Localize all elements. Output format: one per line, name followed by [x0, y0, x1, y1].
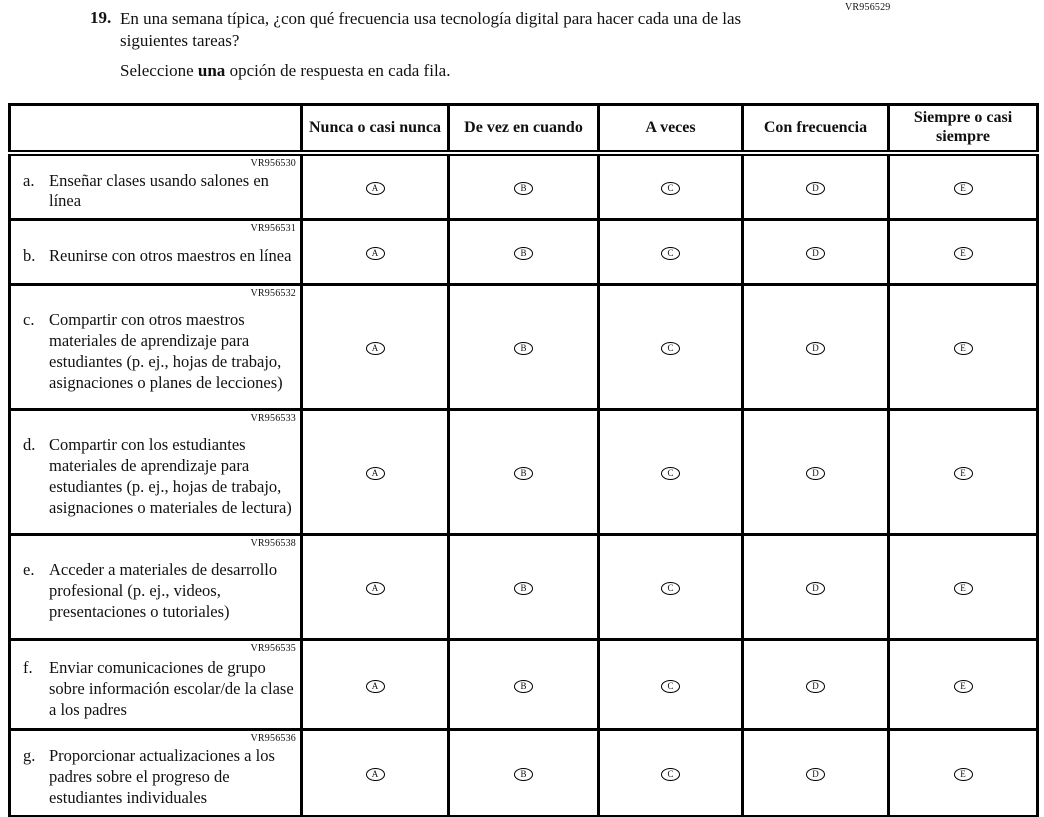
row-letter: b. — [23, 246, 36, 266]
option-bubble-d[interactable]: D — [806, 582, 825, 595]
option-bubble-d[interactable]: D — [806, 342, 825, 355]
task-statement-cell — [10, 285, 302, 410]
option-cell — [302, 640, 449, 730]
option-bubble-b[interactable]: B — [514, 182, 533, 195]
task-statement-cell — [10, 730, 302, 817]
option-bubble-d[interactable]: D — [806, 768, 825, 781]
option-bubble-e[interactable]: E — [954, 467, 973, 480]
option-cell — [449, 730, 599, 817]
task-statement-cell — [10, 410, 302, 535]
question-number: 19. — [90, 8, 112, 27]
table-row — [10, 153, 1038, 220]
column-header-con-frecuencia: Con frecuencia — [743, 105, 889, 153]
row-code: VR956530 — [250, 157, 296, 169]
row-letter: g. — [23, 746, 36, 766]
option-bubble-b[interactable]: B — [514, 768, 533, 781]
option-bubble-e[interactable]: E — [954, 182, 973, 195]
instruction-bold: una — [197, 61, 226, 80]
table-row — [10, 410, 1038, 535]
option-bubble-d[interactable]: D — [806, 182, 825, 195]
option-bubble-a[interactable]: A — [366, 342, 385, 355]
row-letter: a. — [23, 170, 35, 190]
option-bubble-a[interactable]: A — [366, 182, 385, 195]
task-statement-cell — [10, 640, 302, 730]
column-header-de-vez: De vez en cuando — [449, 105, 599, 153]
column-header-a-veces: A veces — [599, 105, 743, 153]
option-cell — [599, 535, 743, 640]
option-bubble-c[interactable]: C — [661, 182, 680, 195]
row-code: VR956533 — [250, 413, 296, 425]
row-letter: c. — [23, 310, 35, 329]
option-bubble-e[interactable]: E — [954, 582, 973, 595]
option-cell — [302, 410, 449, 535]
option-cell — [599, 410, 743, 535]
task-statement-cell — [10, 220, 302, 285]
row-letter: d. — [23, 435, 36, 454]
option-cell — [889, 640, 1038, 730]
option-bubble-e[interactable]: E — [954, 768, 973, 781]
option-bubble-d[interactable]: D — [806, 247, 825, 260]
option-bubble-d[interactable]: D — [806, 467, 825, 480]
frequency-table — [8, 103, 1039, 817]
option-bubble-b[interactable]: B — [514, 467, 533, 480]
column-header-nunca: Nunca o casi nunca — [302, 105, 449, 153]
option-bubble-e[interactable]: E — [954, 680, 973, 693]
option-bubble-a[interactable]: A — [366, 768, 385, 781]
question-instruction — [120, 61, 450, 81]
option-bubble-a[interactable]: A — [366, 247, 385, 260]
instruction-suffix: opción de respuesta en cada fila. — [229, 61, 451, 80]
option-cell — [599, 640, 743, 730]
option-cell — [743, 535, 889, 640]
option-cell — [743, 640, 889, 730]
task-statement: Acceder a materiales de desarrollo profesional (p. ej., videos, presentaciones o tutoriales) — [49, 560, 278, 622]
instruction-prefix: Seleccione — [120, 61, 194, 80]
option-cell — [599, 153, 743, 220]
option-bubble-b[interactable]: B — [514, 680, 533, 693]
option-cell — [889, 535, 1038, 640]
row-code: VR956538 — [250, 538, 296, 550]
option-cell — [449, 410, 599, 535]
option-bubble-a[interactable]: A — [366, 680, 385, 693]
question-block — [90, 8, 790, 53]
option-bubble-e[interactable]: E — [954, 247, 973, 260]
option-cell — [302, 730, 449, 817]
column-header-empty — [10, 105, 302, 153]
option-bubble-c[interactable]: C — [661, 680, 680, 693]
option-cell — [889, 285, 1038, 410]
option-cell — [743, 730, 889, 817]
option-bubble-c[interactable]: C — [661, 467, 680, 480]
option-cell — [743, 410, 889, 535]
option-bubble-c[interactable]: C — [661, 247, 680, 260]
option-bubble-b[interactable]: B — [514, 582, 533, 595]
table-row — [10, 730, 1038, 817]
table-row — [10, 285, 1038, 410]
task-statement: Enviar comunicaciones de grupo sobre información escolar/de la clase a los padres — [49, 657, 294, 719]
task-statement: Compartir con los estudiantes materiales de aprendizaje para estudiantes (p. ej., hojas de trabajo, asignaciones o materiales de lectura) — [49, 435, 292, 517]
option-cell — [449, 535, 599, 640]
option-cell — [599, 730, 743, 817]
option-cell — [449, 153, 599, 220]
option-bubble-c[interactable]: C — [661, 768, 680, 781]
task-statement-cell — [10, 535, 302, 640]
option-bubble-b[interactable]: B — [514, 247, 533, 260]
option-bubble-c[interactable]: C — [661, 342, 680, 355]
option-cell — [302, 285, 449, 410]
option-bubble-d[interactable]: D — [806, 680, 825, 693]
row-code: VR956535 — [250, 643, 296, 655]
option-bubble-e[interactable]: E — [954, 342, 973, 355]
task-statement-cell — [10, 153, 302, 220]
column-header-siempre: Siempre o casi siempre — [889, 105, 1038, 153]
table-row — [10, 535, 1038, 640]
option-bubble-b[interactable]: B — [514, 342, 533, 355]
row-letter: f. — [23, 657, 33, 677]
option-cell — [889, 220, 1038, 285]
table-header — [10, 105, 1038, 153]
table-body — [10, 153, 1038, 817]
option-cell — [599, 285, 743, 410]
row-letter: e. — [23, 560, 35, 580]
option-cell — [302, 220, 449, 285]
task-statement: Proporcionar actualizaciones a los padres sobre el progreso de estudiantes individuales — [49, 746, 275, 808]
option-bubble-a[interactable]: A — [366, 582, 385, 595]
table-row — [10, 640, 1038, 730]
option-cell — [743, 220, 889, 285]
option-cell — [302, 153, 449, 220]
task-statement: Enseñar clases usando salones en línea — [49, 170, 269, 211]
option-cell — [743, 153, 889, 220]
option-cell — [449, 285, 599, 410]
option-cell — [889, 410, 1038, 535]
task-statement: Compartir con otros maestros materiales de aprendizaje para estudiantes (p. ej., hojas de trabajo, asignaciones o planes de lecciones) — [49, 310, 283, 392]
option-bubble-c[interactable]: C — [661, 582, 680, 595]
row-code: VR956536 — [250, 733, 296, 745]
option-cell — [599, 220, 743, 285]
task-statement: Reunirse con otros maestros en línea — [49, 246, 292, 266]
option-cell — [449, 640, 599, 730]
row-code: VR956532 — [250, 288, 296, 300]
option-cell — [449, 220, 599, 285]
row-code: VR956531 — [250, 223, 296, 235]
option-cell — [889, 730, 1038, 817]
table-row — [10, 220, 1038, 285]
option-cell — [302, 535, 449, 640]
page-code: VR956529 — [845, 2, 891, 13]
option-cell — [743, 285, 889, 410]
option-bubble-a[interactable]: A — [366, 467, 385, 480]
question-text: En una semana típica, ¿con qué frecuencia usa tecnología digital para hacer cada una de las siguientes tareas? — [120, 9, 742, 51]
option-cell — [889, 153, 1038, 220]
